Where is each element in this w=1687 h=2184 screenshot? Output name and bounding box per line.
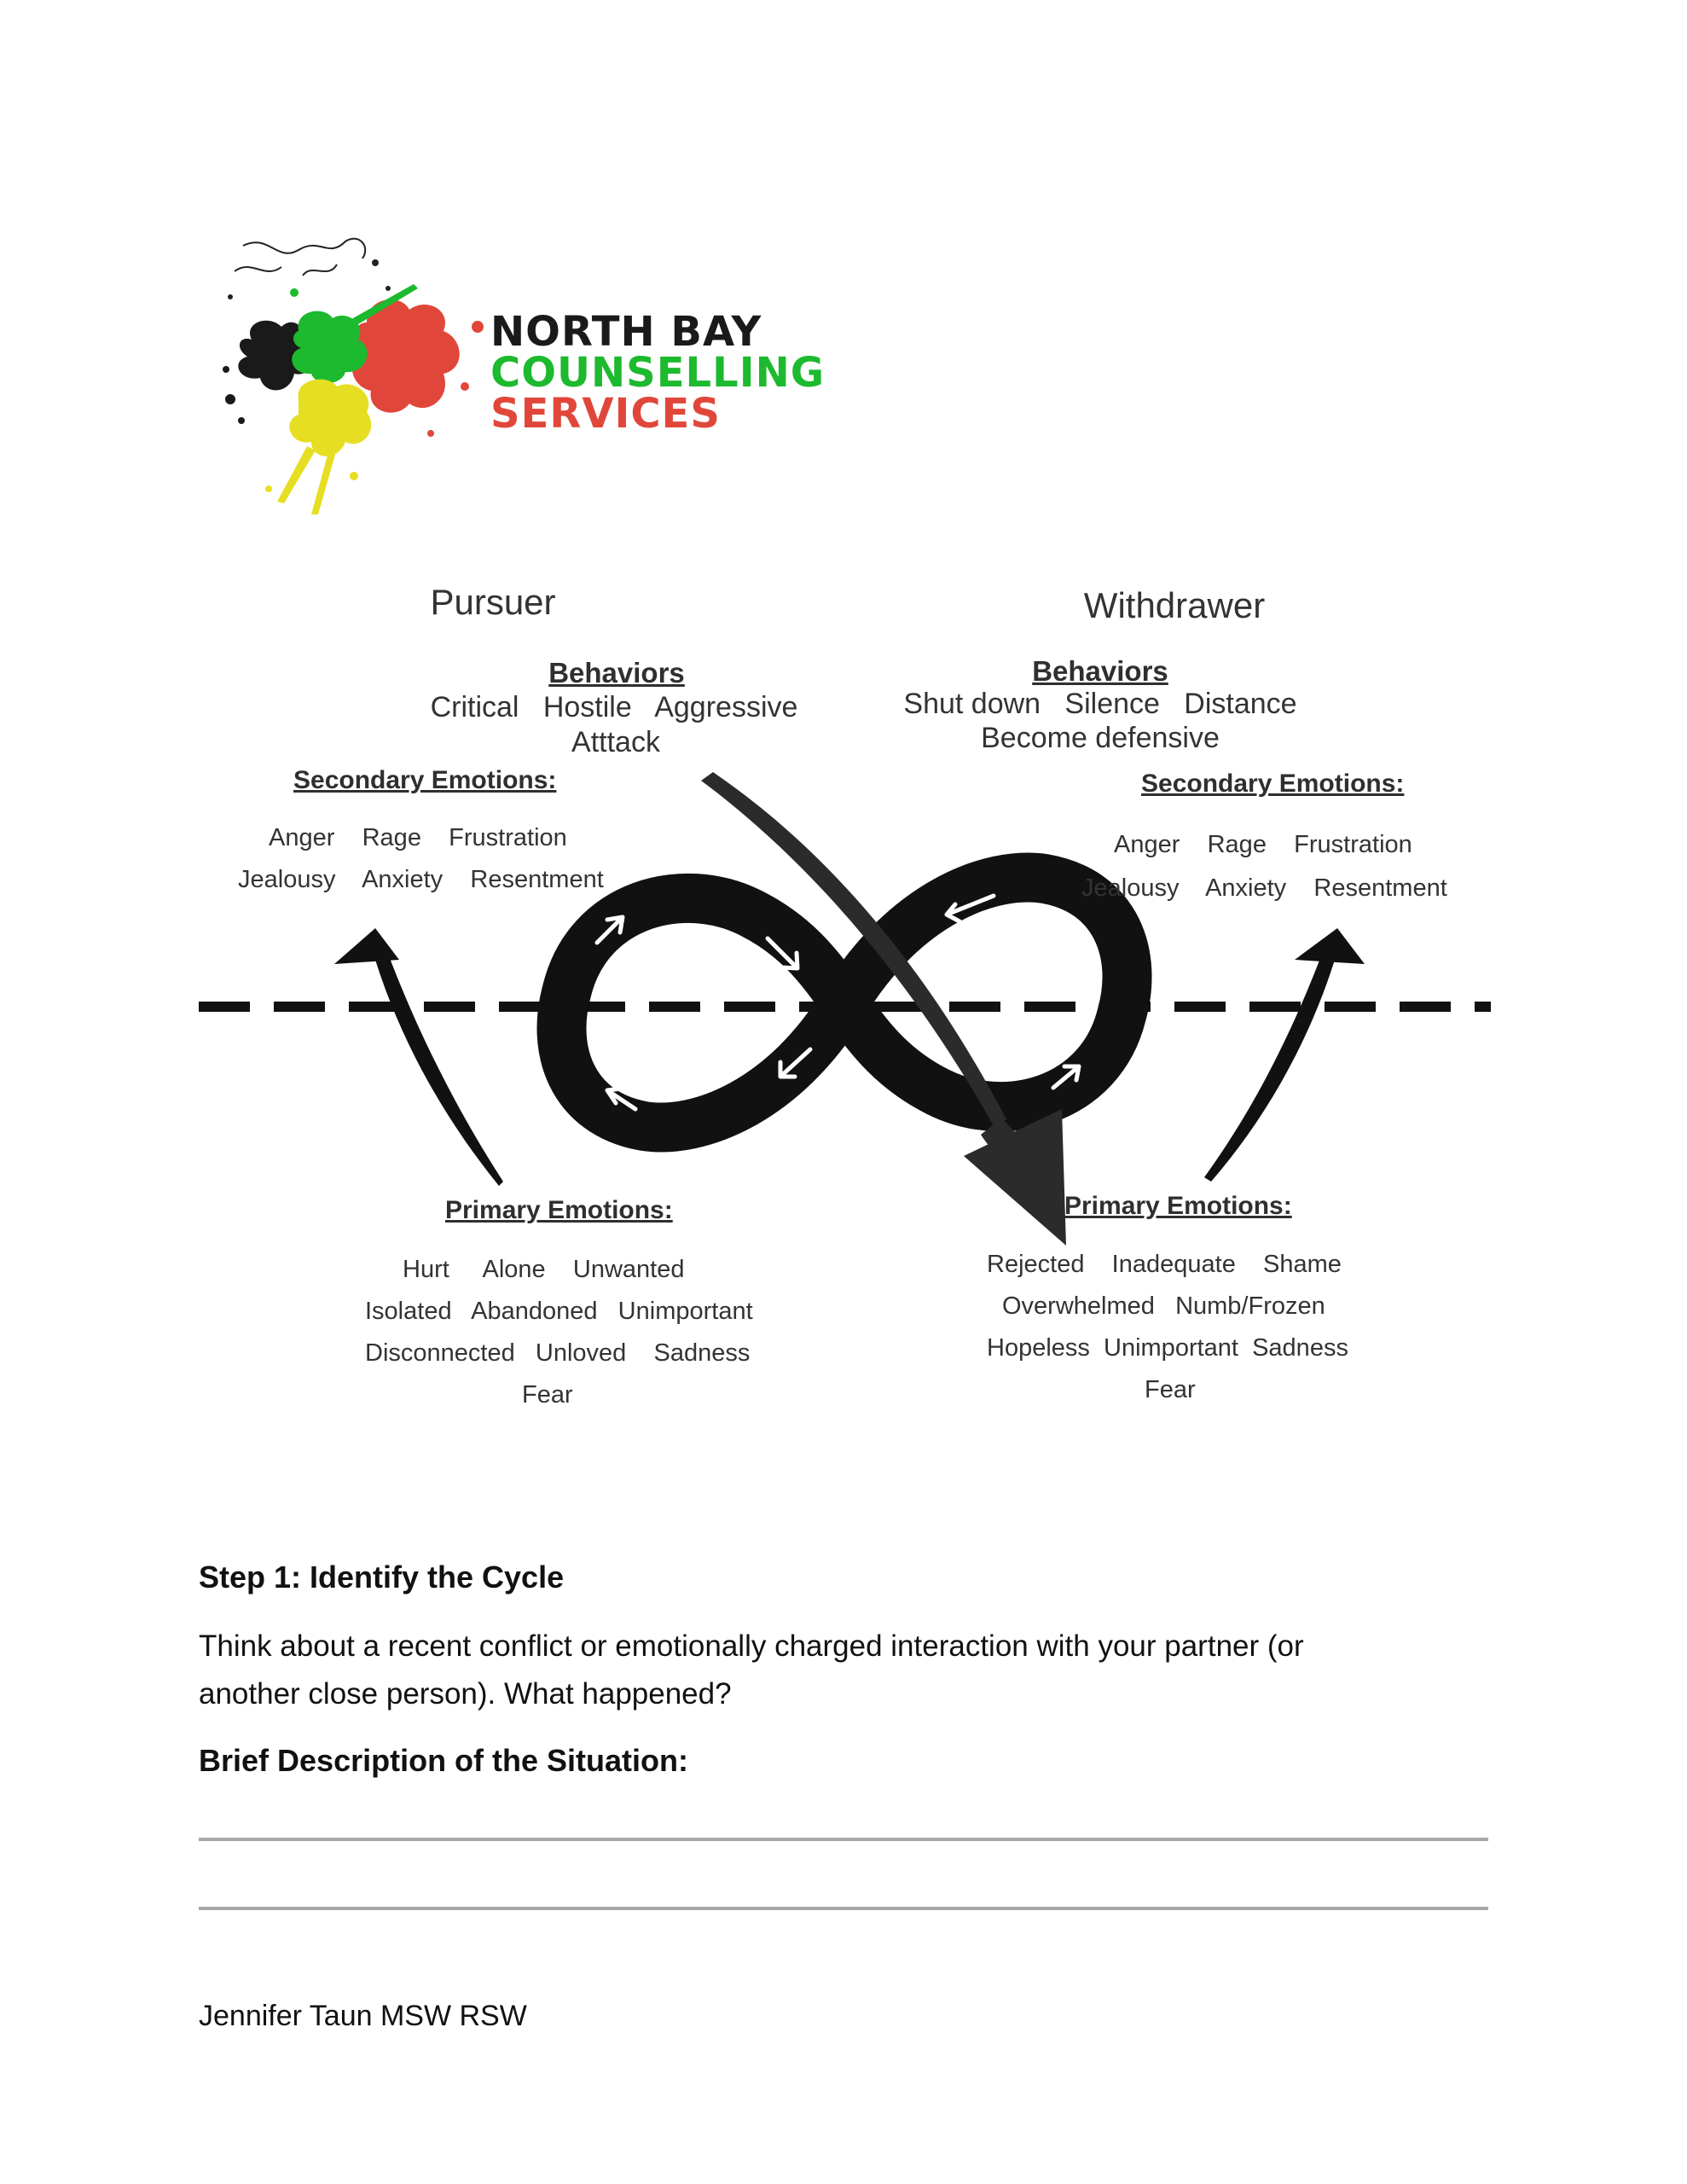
pursuer-secondary-heading: Secondary Emotions: (293, 766, 557, 794)
withdrawer-secondary-heading: Secondary Emotions: (1141, 770, 1405, 798)
pursuer-secondary-line1: Anger Rage Frustration (269, 824, 567, 851)
pursuer-primary-heading: Primary Emotions: (445, 1196, 673, 1224)
step-title: Step 1: Identify the Cycle (199, 1560, 565, 1594)
description-label: Brief Description of the Situation: (199, 1743, 689, 1778)
withdrawer-title: Withdrawer (1083, 585, 1266, 625)
withdrawer-primary-line3: Hopeless Unimportant Sadness (987, 1334, 1348, 1362)
pursuer-title: Pursuer (430, 582, 556, 622)
withdrawer-primary-heading: Primary Emotions: (1064, 1192, 1292, 1220)
pursuer-behaviors-line2: Atttack (571, 726, 660, 758)
withdrawer-primary-line4: Fear (1145, 1376, 1196, 1403)
prompt-paragraph (199, 1623, 1495, 1718)
answer-line-2[interactable] (199, 1907, 1488, 1910)
answer-line-1[interactable] (199, 1838, 1488, 1841)
logo-line-services: SERVICES (490, 390, 721, 438)
pursuer-behaviors-heading: Behaviors (548, 657, 685, 688)
logo-line-north-bay: NORTH BAY (490, 308, 762, 356)
withdrawer-behaviors-line2: Become defensive (981, 722, 1220, 754)
prompt-line-1: Think about a recent conflict or emotionally charged interaction with your partner (or (199, 1629, 1304, 1663)
withdrawer-behaviors-line1: Shut down Silence Distance (903, 688, 1297, 720)
pursuer-primary-line1: Hurt Alone Unwanted (403, 1256, 685, 1283)
logo-line-counselling: COUNSELLING (490, 349, 826, 397)
pursuer-primary-line3: Disconnected Unloved Sadness (365, 1339, 751, 1367)
withdrawer-secondary-line1: Anger Rage Frustration (1114, 831, 1412, 858)
left-curved-arrow-icon (334, 928, 503, 1186)
withdrawer-primary-line1: Rejected Inadequate Shame (987, 1251, 1342, 1278)
withdrawer-behaviors-heading: Behaviors (1032, 655, 1168, 687)
withdrawer-primary-line2: Overwhelmed Numb/Frozen (1002, 1292, 1325, 1320)
pursuer-secondary-line2: Jealousy Anxiety Resentment (238, 866, 604, 893)
prompt-line-2: another close person). What happened? (199, 1677, 732, 1711)
pursuer-primary-line2: Isolated Abandoned Unimportant (365, 1298, 753, 1325)
withdrawer-secondary-line2: Jealousy Anxiety Resentment (1081, 874, 1447, 902)
pursuer-behaviors-line1: Critical Hostile Aggressive (430, 691, 798, 723)
right-curved-arrow-icon (1204, 928, 1365, 1182)
author-signature: Jennifer Taun MSW RSW (199, 2000, 527, 2032)
pursuer-primary-line4: Fear (522, 1381, 573, 1409)
